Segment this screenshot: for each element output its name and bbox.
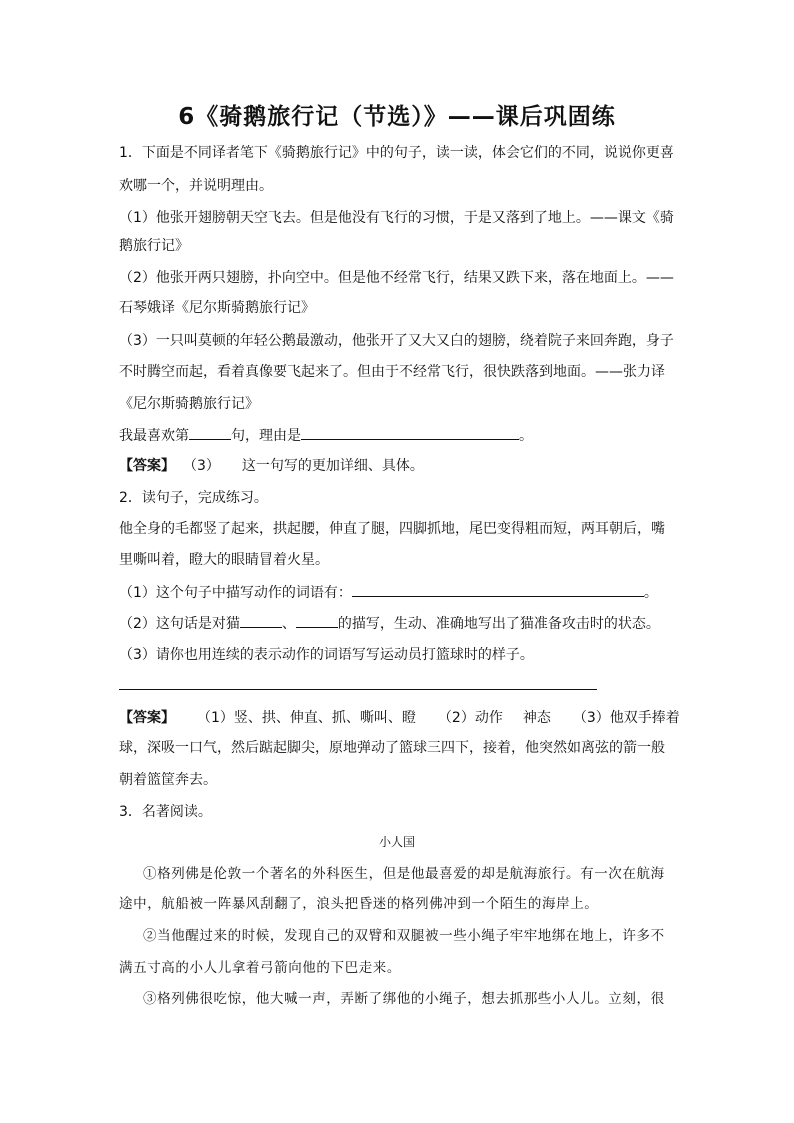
q2-blank-action-words[interactable]	[352, 582, 644, 597]
q2-blank-aspect2[interactable]	[296, 613, 338, 628]
q2-sub2-text: （2）这句话是对猫	[119, 616, 240, 632]
q2-sub1	[119, 582, 658, 603]
story-title: 小人国	[378, 835, 415, 849]
story-p2-line2: 满五寸高的小人儿拿着弓箭向他的下巴走来。	[119, 960, 401, 976]
q1-answer-text: 这一句写的更加详细、具体。	[241, 458, 424, 474]
q2-answer-part2: （2）动作	[437, 710, 503, 726]
q2-prompt: 2．读句子，完成练习。	[119, 490, 268, 506]
q1-fill-middle: 句，理由是	[231, 428, 301, 444]
q1-fill-suffix: 。	[519, 428, 533, 444]
q1-answer-number: （3）	[183, 458, 220, 474]
q1-sentence2-line1: （2）他张开两只翅膀，扑向空中。但是他不经常飞行，结果又跌下来，落在地面上。——	[119, 270, 674, 286]
q2-answer-line2: 球，深吸一口气，然后踮起脚尖，原地弹动了篮球三四下，接着，他突然如离弦的箭一般	[119, 740, 665, 756]
story-p1-line1: ①格列佛是伦敦一个著名的外科医生，但是他最喜爱的却是航海旅行。有一次在航海	[143, 866, 665, 882]
q1-answer-label: 【答案】	[119, 458, 175, 474]
q1-prompt-line1: 1．下面是不同译者笔下《骑鹅旅行记》中的句子，读一读，体会它们的不同，说说你更喜	[119, 145, 674, 161]
q2-answer-part1: （1）竖、拱、伸直、抓、嘶叫、瞪	[197, 710, 416, 726]
q1-answer-line	[119, 456, 424, 476]
q1-sentence3-line3: 《尼尔斯骑鹅旅行记》	[119, 396, 259, 412]
q2-answer-part3: （3）他双手捧着	[572, 710, 680, 726]
story-p1-line2: 途中，航船被一阵暴风刮翻了，浪头把昏迷的格列佛冲到一个陌生的海岸上。	[119, 896, 599, 912]
q1-sentence1-line2: 鹅旅行记》	[119, 238, 189, 254]
q3-prompt: 3．名著阅读。	[119, 804, 212, 820]
q2-answer-blank-line[interactable]	[119, 689, 597, 690]
q1-prompt-line2: 欢哪一个，并说明理由。	[119, 178, 273, 194]
page-title: 6《骑鹅旅行记（节选）》——课后巩固练	[178, 104, 616, 130]
q2-sub2-rest: 的描写，生动、准确地写出了猫准备攻击时的状态。	[337, 616, 660, 632]
q1-blank-sentence[interactable]	[189, 425, 231, 440]
q1-sentence3-line2: 不时腾空而起，看着真像要飞起来了。但由于不经常飞行，很快跌落到地面。——张力译	[119, 364, 665, 380]
q1-fill-prefix: 我最喜欢第	[119, 428, 189, 444]
q1-sentence2-line2: 石琴娥译《尼尔斯骑鹅旅行记》	[119, 300, 315, 316]
q2-answer-line1	[119, 708, 680, 728]
q2-sub2	[119, 613, 660, 634]
q1-sentence3-line1: （3）一只叫莫顿的年轻公鹅最激动，他张开了又大又白的翅膀，绕着院子来回奔跑，身子	[119, 333, 674, 349]
q2-answer-part2b: 神态	[522, 710, 551, 726]
q2-passage-line2: 里嘶叫着，瞪大的眼睛冒着火星。	[119, 552, 329, 568]
q2-passage-line1: 他全身的毛都竖了起来，拱起腰，伸直了腿，四脚抓地，尾巴变得粗而短，两耳朝后，嘴	[119, 521, 665, 537]
story-p2-line1: ②当他醒过来的时候，发现自己的双臂和双腿被一些小绳子牢牢地绑在地上，许多不	[143, 928, 665, 944]
q2-answer-line3: 朝着篮筐奔去。	[119, 772, 217, 788]
q2-blank-aspect1[interactable]	[240, 613, 282, 628]
q2-answer-label: 【答案】	[119, 710, 175, 726]
q2-sub2-sep: 、	[281, 616, 296, 632]
q2-sub3: （3）请你也用连续的表示动作的词语写写运动员打篮球时的样子。	[119, 647, 534, 663]
q2-sub1-text: （1）这个句子中描写动作的词语有：	[119, 585, 352, 601]
q2-sub1-end: 。	[643, 585, 658, 601]
q1-fill-line	[119, 425, 533, 446]
q1-blank-reason[interactable]	[301, 425, 519, 440]
story-p3-line1: ③格列佛很吃惊，他大喊一声，弄断了绑他的小绳子，想去抓那些小人儿。立刻，很	[143, 991, 665, 1007]
q1-sentence1-line1: （1）他张开翅膀朝天空飞去。但是他没有飞行的习惯，于是又落到了地上。——课文《骑	[119, 210, 674, 226]
